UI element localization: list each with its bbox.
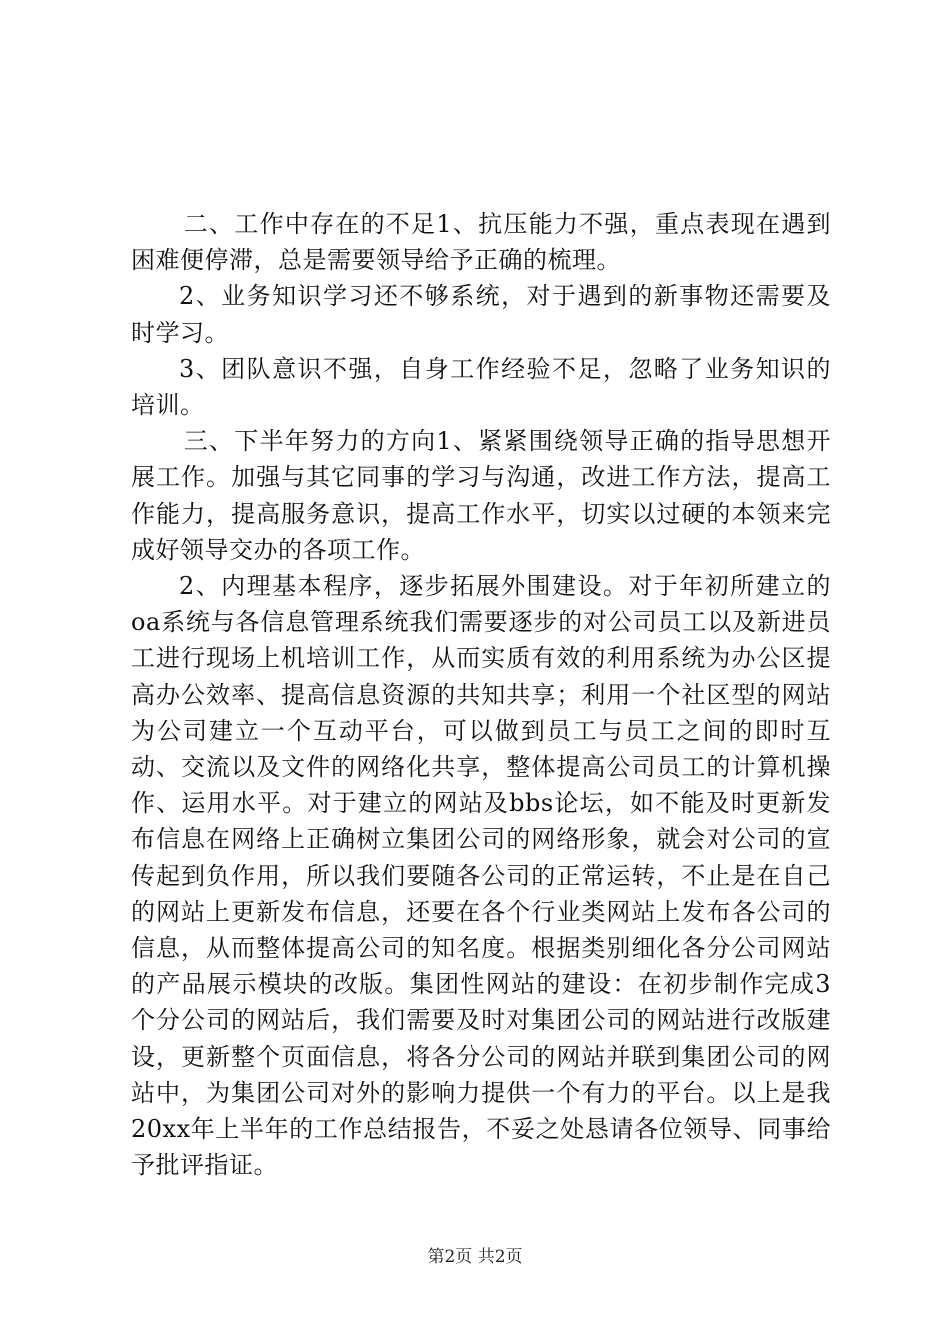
paragraph-direction-2: 2、内理基本程序，逐步拓展外围建设。对于年初所建立的oa系统与各信息管理系统我们需要逐步的对公司员工以及新进员工进行现场上机培训工作，从而实质有效的利用系统为办公区提高办公效率、提高信息资源的共知共享；利用一个社区型的网站为公司建立一个互动平台，可以做到员工与员工之间的即时互动、交流以及文件的网络化共享，整体提高公司员工的计算机操作、运用水平。对于建立的网站及bbs论坛，如不能及时更新发布信息在网络上正确树立集团公司的网络形象，就会对公司的宣传起到负作用，所以我们要随各公司的正常运转，不止是在自己的网站上更新发布信息，还要在各个行业类网站上发布各公司的信息，从而整体提高公司的知名度。根据类别细化各分公司网站的产品展示模块的改版。集团性网站的建设：在初步制作完成3个分公司的网站后，我们需要及时对集团公司的网站进行改版建设，更新整个页面信息，将各分公司的网站并联到集团公司的网站中，为集团公司对外的影响力提供一个有力的平台。以上是我20xx年上半年的工作总结报告，不妥之处恳请各位领导、同事给予批评指证。 — [131, 572, 831, 1180]
paragraph-shortcomings-1: 二、工作中存在的不足1、抗压能力不强，重点表现在遇到困难便停滞，总是需要领导给予正确的梳理。 — [131, 210, 831, 275]
paragraph-shortcomings-2: 2、业务知识学习还不够系统，对于遇到的新事物还需要及时学习。 — [131, 282, 831, 347]
document-body — [131, 206, 831, 1183]
page-footer: 第2页 共2页 — [427, 1247, 523, 1267]
paragraph-direction-1: 三、下半年努力的方向1、紧紧围绕领导正确的指导思想开展工作。加强与其它同事的学习与沟通，改进工作方法，提高工作能力，提高服务意识，提高工作水平，切实以过硬的本领来完成好领导交办的各项工作。 — [131, 427, 831, 564]
paragraph-shortcomings-3: 3、团队意识不强，自身工作经验不足，忽略了业务知识的培训。 — [131, 354, 831, 420]
